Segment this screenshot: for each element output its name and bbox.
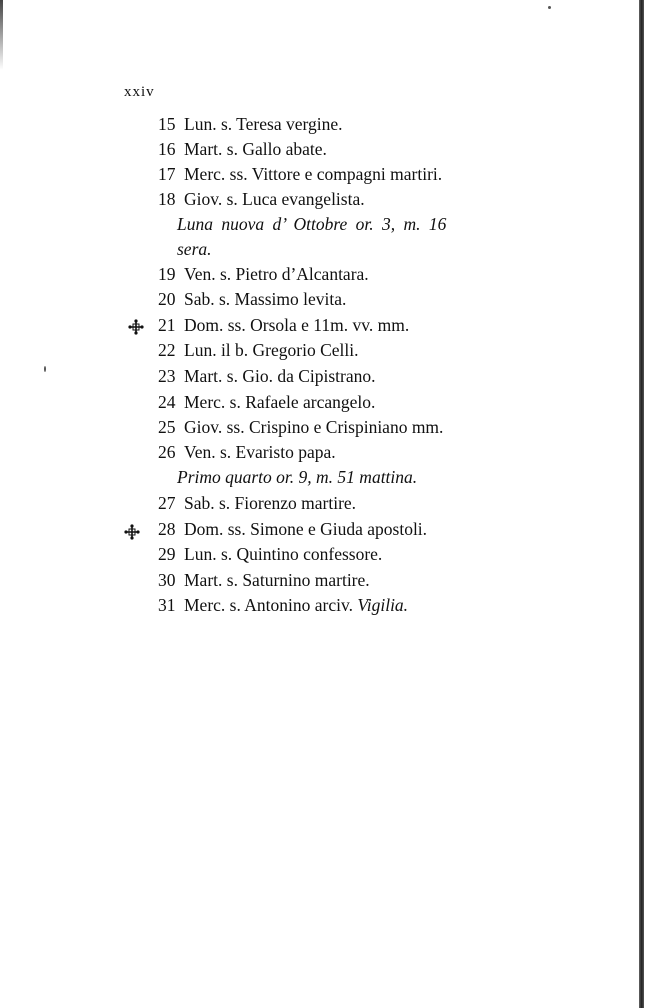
calendar-entry xyxy=(158,597,408,615)
day-number: 15 xyxy=(158,114,176,134)
page-folio: xxiv xyxy=(124,84,155,100)
calendar-entry xyxy=(158,166,442,184)
new-moon-note-continued: sera. xyxy=(177,239,212,259)
vigil-note: Vigilia. xyxy=(357,595,409,615)
day-text: Giov. ss. Crispino e Crispiniano mm. xyxy=(184,417,444,437)
day-text: Lun. il b. Gregorio Celli. xyxy=(184,340,359,360)
day-text: Lun. s. Quintino confessore. xyxy=(184,544,383,564)
day-number: 19 xyxy=(158,264,176,284)
first-quarter-note: Primo quarto or. 9, m. 51 mattina. xyxy=(177,467,418,487)
calendar-entry xyxy=(158,444,336,462)
day-number: 16 xyxy=(158,139,176,159)
day-text: Merc. s. Antonino arciv. xyxy=(184,595,353,615)
cross-fleury-icon xyxy=(124,524,140,540)
ink-speck xyxy=(548,6,551,9)
day-text: Merc. s. Rafaele arcangelo. xyxy=(184,392,376,412)
calendar-entry xyxy=(158,191,365,209)
page-edge-shadow xyxy=(639,0,644,1008)
day-number: 21 xyxy=(158,315,176,335)
calendar-entry xyxy=(158,394,375,412)
calendar-entry-feast xyxy=(158,521,427,539)
calendar-entry xyxy=(158,291,346,309)
day-number: 28 xyxy=(158,519,176,539)
day-number: 23 xyxy=(158,366,176,386)
calendar-entry xyxy=(158,495,356,513)
day-text: Ven. s. Pietro d’Alcantara. xyxy=(184,264,369,284)
calendar-entry xyxy=(158,266,369,284)
calendar-entry xyxy=(158,116,343,134)
day-text: Dom. ss. Orsola e 11m. vv. mm. xyxy=(184,315,410,335)
day-text: Ven. s. Evaristo papa. xyxy=(184,442,336,462)
day-text: Giov. s. Luca evangelista. xyxy=(184,189,365,209)
day-number: 29 xyxy=(158,544,176,564)
day-text: Mart. s. Gallo abate. xyxy=(184,139,327,159)
day-text: Mart. s. Saturnino martire. xyxy=(184,570,370,590)
calendar-entry xyxy=(158,342,359,360)
calendar-entry xyxy=(158,572,370,590)
calendar-entry xyxy=(158,368,376,386)
day-number: 26 xyxy=(158,442,176,462)
cross-fleury-icon xyxy=(128,319,144,335)
day-number: 31 xyxy=(158,595,176,615)
calendar-entry-feast xyxy=(158,317,409,335)
calendar-entry xyxy=(158,419,443,437)
day-number: 17 xyxy=(158,164,176,184)
calendar-entry xyxy=(158,546,382,564)
day-number: 27 xyxy=(158,493,176,513)
day-number: 30 xyxy=(158,570,176,590)
day-number: 25 xyxy=(158,417,176,437)
new-moon-note: Luna nuova d’ Ottobre or. 3, m. 16 xyxy=(177,214,447,234)
day-text: Sab. s. Massimo levita. xyxy=(184,289,347,309)
day-number: 20 xyxy=(158,289,176,309)
ink-speck xyxy=(44,366,46,372)
page-edge-shadow-left xyxy=(0,0,3,70)
calendar-entry xyxy=(158,141,327,159)
day-number: 24 xyxy=(158,392,176,412)
day-text: Dom. ss. Simone e Giuda apostoli. xyxy=(184,519,428,539)
day-number: 18 xyxy=(158,189,176,209)
day-number: 22 xyxy=(158,340,176,360)
day-text: Lun. s. Teresa vergine. xyxy=(184,114,343,134)
day-text: Sab. s. Fiorenzo martire. xyxy=(184,493,357,513)
day-text: Merc. ss. Vittore e compagni martiri. xyxy=(184,164,443,184)
day-text: Mart. s. Gio. da Cipistrano. xyxy=(184,366,376,386)
